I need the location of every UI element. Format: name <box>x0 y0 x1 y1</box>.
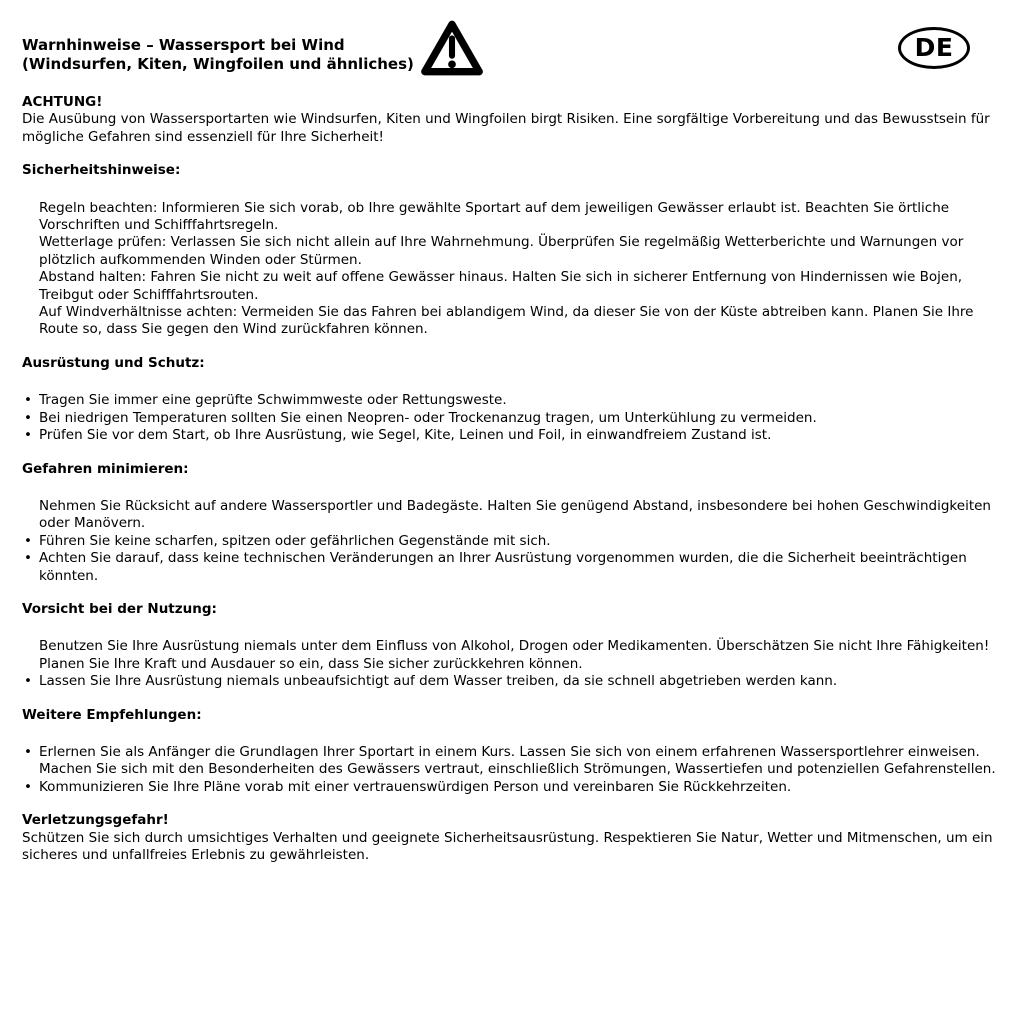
page-title-line1: Warnhinweise – Wassersport bei Wind <box>22 36 345 54</box>
document-header <box>22 16 998 78</box>
section-heading: Verletzungsgefahr! <box>22 812 169 829</box>
section-heading: Sicherheitshinweise: <box>22 162 181 179</box>
paragraph: Die Ausübung von Wassersportarten wie Windsurfen, Kiten und Wingfoilen birgt Risiken. Eine sorgfältige Vorbereitung und das Bewusstsein für mögliche Gefahren sind essenziell für Ihre Sicherheit! <box>22 111 990 145</box>
list-item: Nehmen Sie Rücksicht auf andere Wassersportler und Badegäste. Halten Sie genügend Abstand, insbesondere bei hohen Geschwindigkeiten oder Manövern. <box>39 497 991 532</box>
language-badge-label: DE <box>914 33 954 63</box>
list-item: • Führen Sie keine scharfen, spitzen oder gefährlichen Gegenstände mit sich. <box>22 533 998 550</box>
section-vorsicht <box>22 601 998 691</box>
section-heading: ACHTUNG! <box>22 94 103 110</box>
language-badge <box>898 27 970 69</box>
section-heading: Weitere Empfehlungen: <box>22 706 202 723</box>
warning-triangle-icon <box>420 18 484 78</box>
list-item: Auf Windverhältnisse achten: Vermeiden Sie das Fahren bei ablandigem Wind, da dieser Sie von der Küste abtreiben kann. Planen Sie Ihre Route so, dass Sie gegen den Wind zurückfahren können. <box>39 304 974 338</box>
list-item: Benutzen Sie Ihre Ausrüstung niemals unter dem Einfluss von Alkohol, Drogen oder Medikamenten. Überschätzen Sie nicht Ihre Fähigkeiten! Planen Sie Ihre Kraft und Ausdauer so ein, dass Sie sicher zurückkehren können. <box>39 638 990 672</box>
paragraph: Schützen Sie sich durch umsichtiges Verhalten und geeignete Sicherheitsausrüstung. Respektieren Sie Natur, Wetter und Mitmenschen, um ein sicheres und unfallfreies Erlebnis zu gewährleisten. <box>22 829 993 863</box>
section-ausruestung <box>22 355 998 445</box>
section-gefahren <box>22 461 998 585</box>
list-item: Machen Sie sich mit den Besonderheiten des Gewässers vertraut, einschließlich Strömungen, Wassertiefen und potenziellen Gefahrenstellen. <box>39 761 996 778</box>
section-achtung <box>22 94 998 146</box>
section-sicherheitshinweise <box>22 162 998 339</box>
list-item: Wetterlage prüfen: Verlassen Sie sich nicht allein auf Ihre Wahrnehmung. Überprüfen Sie regelmäßig Wetterberichte und Warnungen vor plötzlich aufkommenden Winden oder Stürmen. <box>39 234 964 268</box>
section-empfehlungen <box>22 707 998 797</box>
list-item: • Erlernen Sie als Anfänger die Grundlagen Ihrer Sportart in einem Kurs. Lassen Sie sich von einem erfahrenen Wassersportlehrer einweisen. <box>22 744 998 761</box>
section-heading: Ausrüstung und Schutz: <box>22 354 205 371</box>
page-title <box>22 16 414 73</box>
section-heading: Gefahren minimieren: <box>22 460 189 477</box>
section-heading: Vorsicht bei der Nutzung: <box>22 600 217 617</box>
list-item: Regeln beachten: Informieren Sie sich vorab, ob Ihre gewählte Sportart auf dem jeweiligen Gewässer erlaubt ist. Beachten Sie örtliche Vorschriften und Schifffahrtsregeln. <box>39 199 950 234</box>
list-item: • Achten Sie darauf, dass keine technischen Veränderungen an Ihrer Ausrüstung vorgenommen wurden, die die Sicherheit beeinträchtigen könnten. <box>22 550 998 585</box>
list-item: Abstand halten: Fahren Sie nicht zu weit auf offene Gewässer hinaus. Halten Sie sich in sicherer Entfernung von Hindernissen wie Bojen, Treibgut oder Schifffahrtsrouten. <box>39 269 963 303</box>
list-item: • Kommunizieren Sie Ihre Pläne vorab mit einer vertrauenswürdigen Person und vereinbaren Sie Rückkehrzeiten. <box>22 779 998 796</box>
page-title-line2: (Windsurfen, Kiten, Wingfoilen und ähnliches) <box>22 54 414 73</box>
list-item: • Prüfen Sie vor dem Start, ob Ihre Ausrüstung, wie Segel, Kite, Leinen und Foil, in einwandfreiem Zustand ist. <box>22 427 998 444</box>
list-item: • Tragen Sie immer eine geprüfte Schwimmweste oder Rettungsweste. <box>22 392 998 409</box>
section-verletzungsgefahr <box>22 812 998 864</box>
list-item: • Bei niedrigen Temperaturen sollten Sie einen Neopren- oder Trockenanzug tragen, um Unterkühlung zu vermeiden. <box>22 410 998 427</box>
list-item: • Lassen Sie Ihre Ausrüstung niemals unbeaufsichtigt auf dem Wasser treiben, da sie schnell abgetrieben werden kann. <box>22 673 998 690</box>
